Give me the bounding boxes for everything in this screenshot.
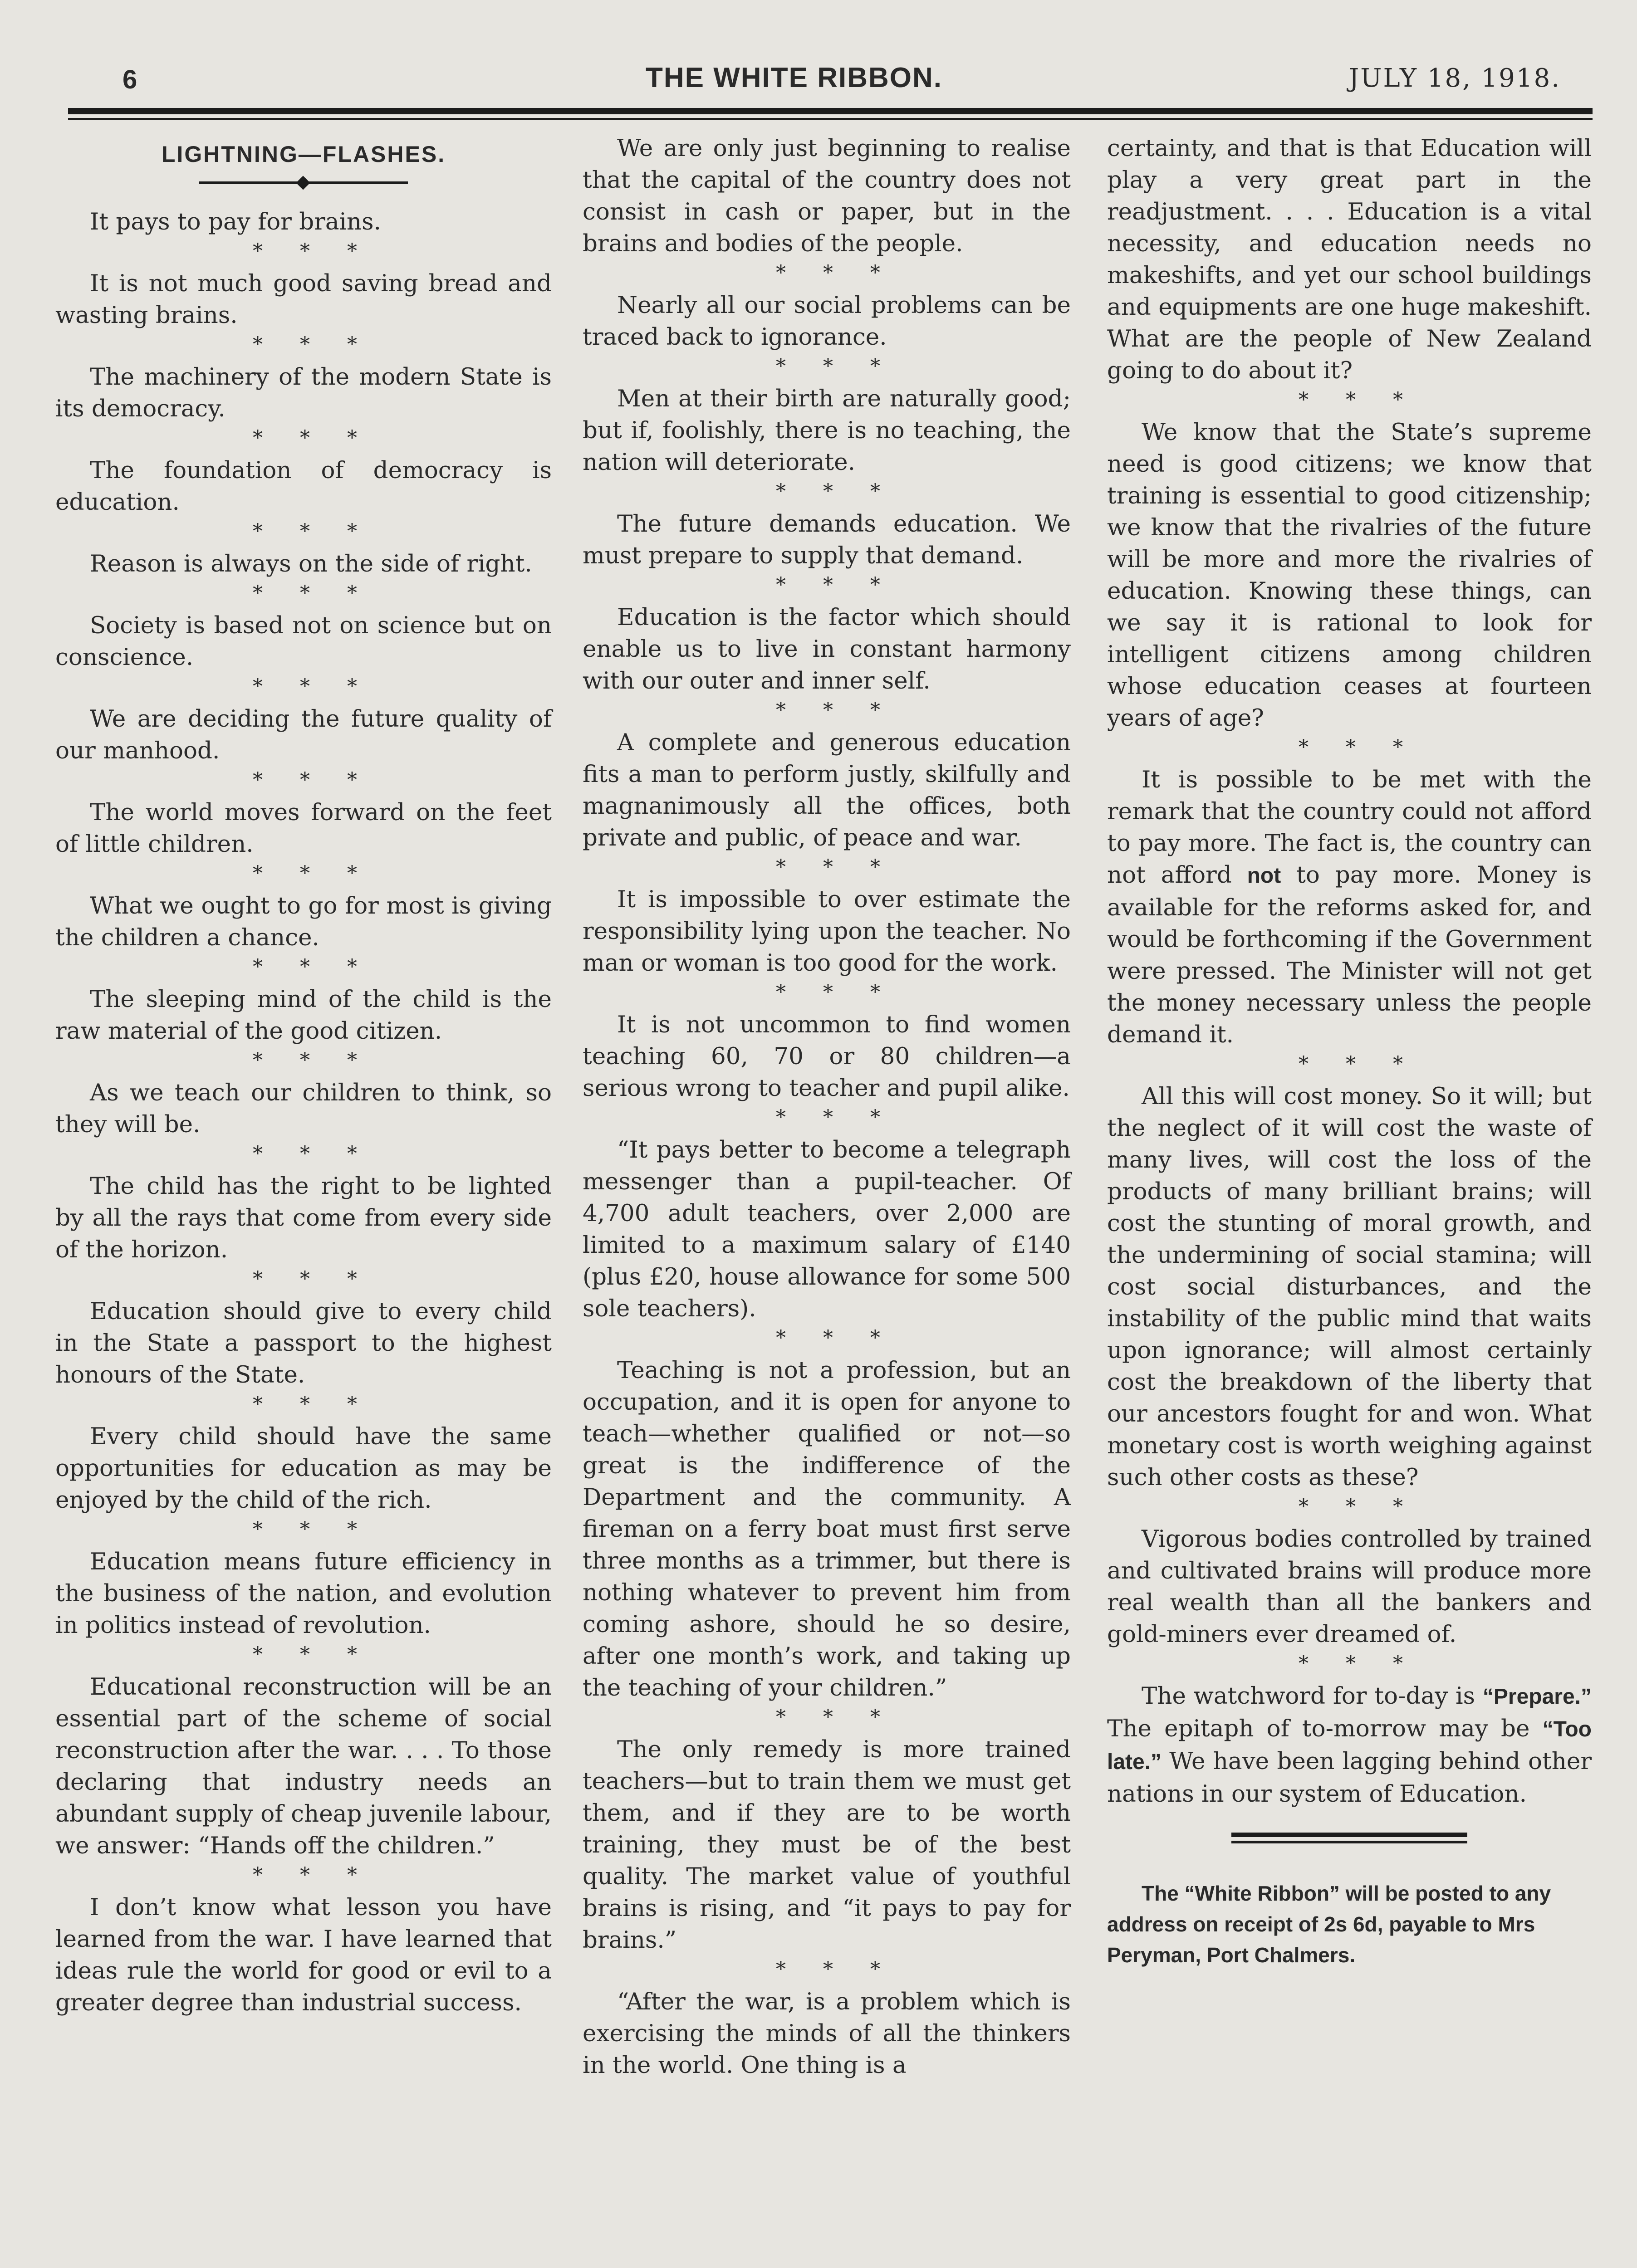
separator-stars: * * * xyxy=(253,333,372,356)
paragraph: We are only just beginning to realise that the capital of the country does not consist in cash or paper, but in the brains and bodies of the people. xyxy=(583,135,1071,257)
column-1 xyxy=(55,132,552,2019)
separator-stars: * * * xyxy=(776,261,896,284)
separator-stars: * * * xyxy=(253,675,372,698)
paragraph: Nearly all our social problems can be traced back to ignorance. xyxy=(583,292,1071,351)
header-rule-thick xyxy=(68,108,1593,114)
bold-emphasis: “Prepare.” xyxy=(1482,1685,1592,1709)
separator-stars: * * * xyxy=(253,1267,372,1290)
paragraph: It pays to pay for brains. xyxy=(90,208,381,235)
text-run: We have been lagging behind other nations in our system of Education. xyxy=(1107,1748,1592,1808)
paragraph: The sleeping mind of the child is the raw material of the good citizen. xyxy=(55,986,552,1045)
header-rule-thin xyxy=(68,118,1593,120)
separator-stars: * * * xyxy=(1299,1052,1418,1075)
separator-stars: * * * xyxy=(253,240,372,263)
paragraph: The only remedy is more trained teachers—but to train them we must get them, and if they are to be worth training, they must be of the best quality. The market value of youthful brains is rising, and “it pays to pay for brains.” xyxy=(583,1736,1071,1954)
issue-date: JULY 18, 1918. xyxy=(1348,64,1561,93)
paragraph: A complete and generous education fits a man to perform justly, skilfully and magnanimously all the offices, both private and public, of peace and war. xyxy=(583,729,1071,851)
paragraph: We know that the State’s supreme need is good citizens; we know that training is essential to good citizenship; we know that the rivalries of the future will be more and more the rivalries of education. Knowing these things, can we say it is rational to look for intelligent citizens among children whose education ceases at fourteen years of age? xyxy=(1107,419,1592,732)
separator-stars: * * * xyxy=(253,862,372,885)
text-run: The watchword for to-day is xyxy=(1142,1682,1475,1710)
separator-stars: * * * xyxy=(776,1706,896,1729)
separator-stars: * * * xyxy=(776,573,896,596)
text-run: It is possible to be met with the remark that the country could not afford to pay more. The fact is, the country can not afford xyxy=(1107,766,1592,889)
separator-stars: * * * xyxy=(776,1958,896,1981)
paragraph: Education should give to every child in the State a passport to the highest honours of the State. xyxy=(55,1298,552,1388)
column-3 xyxy=(1107,132,1592,1970)
subscription-notice: The “White Ribbon” will be posted to any address on receipt of 2s 6d, payable to Mrs Peryman, Port Chalmers. xyxy=(1107,1882,1551,1967)
paragraph: Every child should have the same opportunities for education as may be enjoyed by the child of the rich. xyxy=(55,1423,552,1514)
paragraph: Reason is always on the side of right. xyxy=(90,550,532,577)
separator-stars: * * * xyxy=(253,520,372,543)
paragraph: Education is the factor which should enable us to live in constant harmony with our outer and inner self. xyxy=(583,604,1071,694)
bold-emphasis: not xyxy=(1247,864,1281,888)
page-number: 6 xyxy=(123,65,137,94)
separator-stars: * * * xyxy=(1299,388,1418,411)
bold-emphasis: “Too late.” xyxy=(1107,1717,1592,1774)
separator-stars: * * * xyxy=(776,1106,896,1129)
separator-stars: * * * xyxy=(776,480,896,503)
paragraph: Educational reconstruction will be an essential part of the scheme of social reconstruction after the war. . . . To those declaring that industry needs an abundant supply of cheap juvenile labour, we answer: “Hands off the children.” xyxy=(55,1673,552,1859)
paragraph: What we ought to go for most is giving the children a chance. xyxy=(55,892,552,951)
paragraph: Society is based not on science but on conscience. xyxy=(55,612,552,671)
separator-stars: * * * xyxy=(776,699,896,722)
separator-stars: * * * xyxy=(253,1142,372,1165)
heading-ornament xyxy=(199,177,408,189)
paragraph: Men at their birth are naturally good; but if, foolishly, there is no teaching, the nation will deteriorate. xyxy=(583,385,1071,476)
paragraph: I don’t know what lesson you have learned from the war. I have learned that ideas rule the world for good or evil to a greater degree than industrial success. xyxy=(55,1894,552,2016)
paragraph xyxy=(1107,764,1592,1051)
separator-stars: * * * xyxy=(776,855,896,879)
separator-stars: * * * xyxy=(253,426,372,450)
separator-stars: * * * xyxy=(776,355,896,378)
separator-stars: * * * xyxy=(253,1393,372,1416)
paragraph: All this will cost money. So it will; but the neglect of it will cost the waste of many lives, will cost the loss of the products of many brilliant brains; will cost the stunting of moral growth, and the undermining of social stamina; will cost social disturbances, and the instability of the public mind that waits upon ignorance; will almost certainly cost the breakdown of the liberty that our ancestors fought for and won. What monetary cost is worth weighing against such other costs as these? xyxy=(1107,1083,1592,1491)
paragraph: Education means future efficiency in the business of the nation, and evolution in politics instead of revolution. xyxy=(55,1548,552,1639)
separator-stars: * * * xyxy=(1299,1652,1418,1675)
closing-rules xyxy=(1231,1833,1467,1846)
separator-stars: * * * xyxy=(253,1049,372,1072)
column-2 xyxy=(583,132,1071,2081)
separator-stars: * * * xyxy=(776,1326,896,1349)
paragraph: “After the war, is a problem which is exercising the minds of all the thinkers in the world. One thing is a xyxy=(583,1988,1071,2079)
paragraph: “It pays better to become a telegraph messenger than a pupil-teacher. Of 4,700 adult teachers, over 2,000 are limited to a maximum salary of £140 (plus £20, house allowance for some 500 sole teachers). xyxy=(583,1136,1071,1322)
separator-stars: * * * xyxy=(1299,736,1418,759)
separator-stars: * * * xyxy=(776,981,896,1004)
separator-stars: * * * xyxy=(253,1643,372,1666)
text-run: The epitaph of to-morrow may be xyxy=(1107,1715,1530,1742)
paragraph: The machinery of the modern State is its democracy. xyxy=(55,363,552,422)
article-heading: LIGHTNING—FLASHES. xyxy=(161,142,446,167)
paragraph: The world moves forward on the feet of little children. xyxy=(55,799,552,858)
masthead-title: THE WHITE RIBBON. xyxy=(646,62,942,93)
paragraph xyxy=(1107,1680,1592,1810)
separator-stars: * * * xyxy=(253,1518,372,1541)
paragraph: The future demands education. We must prepare to supply that demand. xyxy=(583,510,1071,569)
paragraph: The foundation of democracy is education. xyxy=(55,457,552,516)
paragraph: It is not uncommon to find women teaching 60, 70 or 80 children—a serious wrong to teacher and pupil alike. xyxy=(583,1011,1071,1102)
separator-stars: * * * xyxy=(253,1863,372,1887)
paragraph: The child has the right to be lighted by all the rays that come from every side of the horizon. xyxy=(55,1173,552,1263)
separator-stars: * * * xyxy=(253,955,372,978)
paragraph: It is not much good saving bread and wasting brains. xyxy=(55,270,552,329)
text-run: to pay more. Money is available for the reforms asked for, and would be forthcoming if the Government were pressed. The Minister will not get the money necessary unless the people demand it. xyxy=(1107,861,1592,1048)
paragraph: Teaching is not a profession, but an occupation, and it is open for anyone to teach—whether qualified or not—so great is the indifference of the Department and the community. A fireman on a ferry boat must first serve three months as a trimmer, but there is nothing whatever to prevent him from coming ashore, should he so desire, after one month’s work, and taking up the teaching of your children.” xyxy=(583,1357,1071,1701)
paragraph: Vigorous bodies controlled by trained and cultivated brains will produce more real wealth than all the bankers and gold-miners ever dreamed of. xyxy=(1107,1525,1592,1648)
separator-stars: * * * xyxy=(253,768,372,792)
paragraph: It is impossible to over estimate the responsibility lying upon the teacher. No man or woman is too good for the work. xyxy=(583,886,1071,977)
paragraph: We are deciding the future quality of our manhood. xyxy=(55,705,552,764)
paragraph: As we teach our children to think, so they will be. xyxy=(55,1079,552,1138)
separator-stars: * * * xyxy=(1299,1495,1418,1518)
separator-stars: * * * xyxy=(253,582,372,605)
paragraph: certainty, and that is that Education will play a very great part in the readjustment. . . . Education is a vital necessity, and education needs no makeshifts, and yet our school buildings and equipments are one huge makeshift. What are the people of New Zealand going to do about it? xyxy=(1107,135,1592,384)
